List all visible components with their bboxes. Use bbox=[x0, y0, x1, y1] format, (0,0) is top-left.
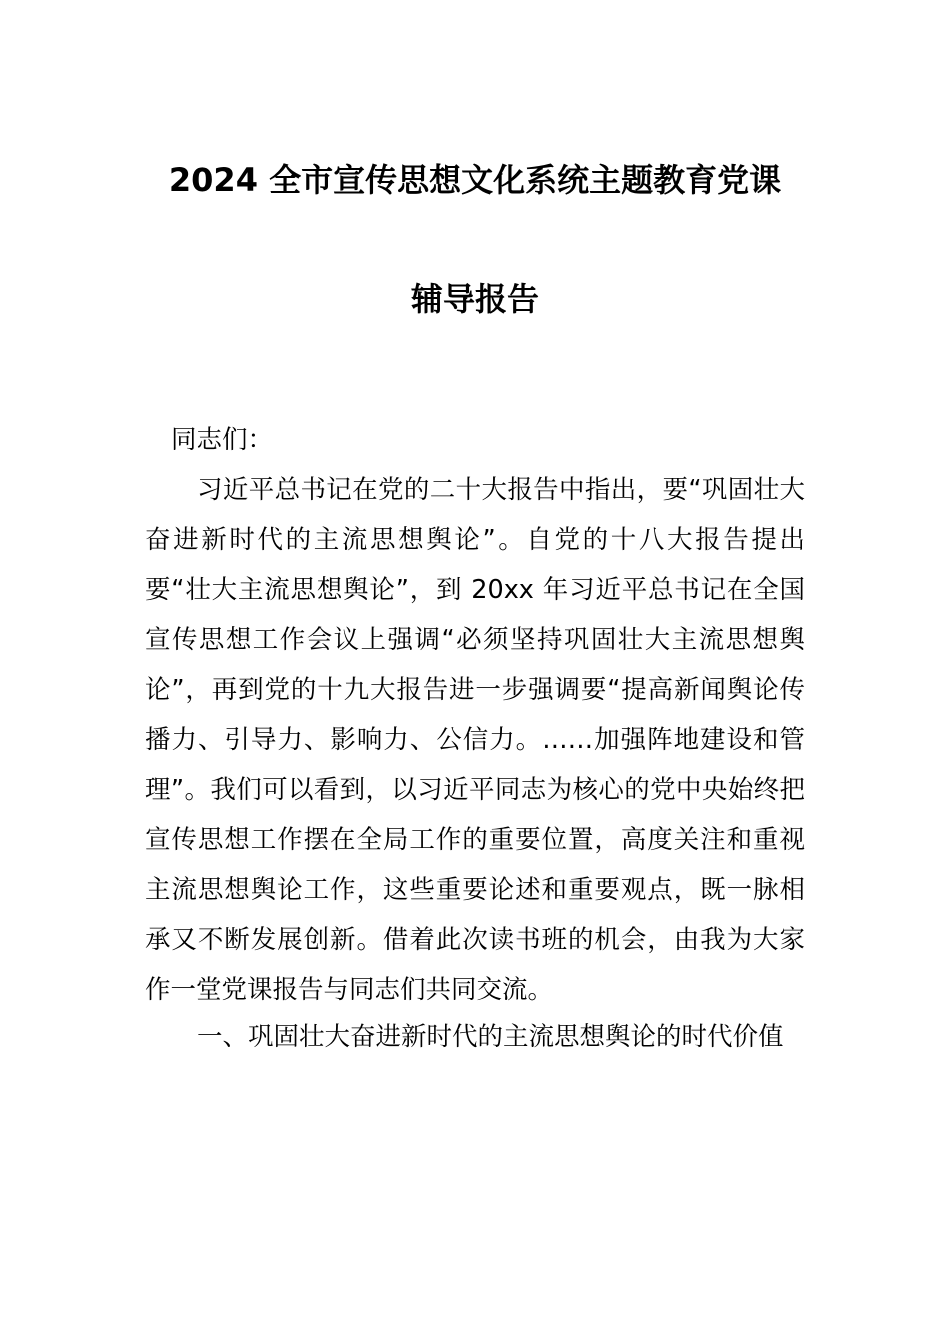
section-heading: 一、巩固壮大奋进新时代的主流思想舆论的时代价值 bbox=[197, 1022, 784, 1052]
document-title-line-2: 辅导报告 bbox=[410, 280, 539, 318]
salutation: 同志们： bbox=[171, 425, 274, 455]
document-title-line-1: 2024 全市宣传思想文化系统主题教育党课 bbox=[168, 161, 782, 199]
body-paragraph: 习近平总书记在党的二十大报告中指出，要“巩固壮大奋进新时代的主流思想舆论”。自党的十八大报告提出要“壮大主流思想舆论”，到 20xx 年习近平总书记在全国宣传思想工作会议上强调“必须坚持巩固壮大主流思想舆论”，再到党的十九大报告进一步强调要“提高新闻舆论传播力、引导力、影响力、公信力。……加强阵地建设和管理”。我们可以看到，以习近平同志为核心的党中央始终把宣传思想工作摆在全局工作的重要位置，高度关注和重视主流思想舆论工作，这些重要论述和重要观点，既一脉相承又不断发展创新。借着此次读书班的机会，由我为大家作一堂党课报告与同志们共同交流。 bbox=[145, 475, 805, 1005]
